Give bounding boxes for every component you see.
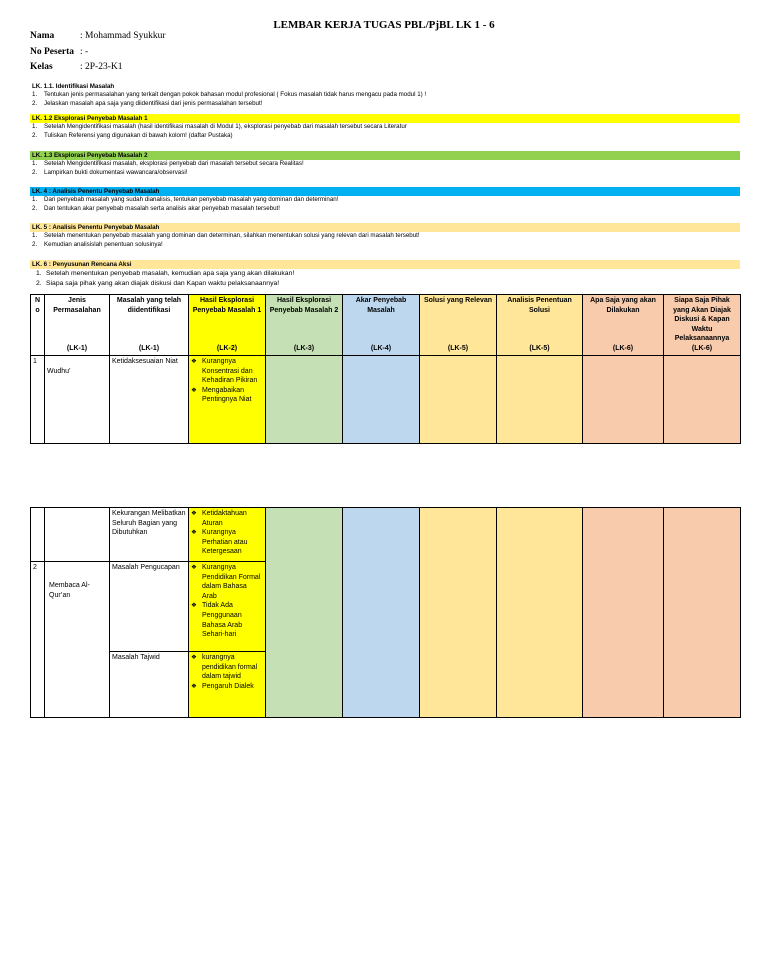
section-item: 2. Kemudian analisislah penentuan solusinya! bbox=[32, 240, 163, 248]
page-title: LEMBAR KERJA TUGAS PBL/PjBL LK 1 - 6 bbox=[273, 19, 495, 31]
cell-solusi[interactable] bbox=[420, 356, 497, 444]
section-title: LK. 5 : Analisis Penentu Penyebab Masalah bbox=[30, 223, 740, 232]
cell-eksplorasi-1 bbox=[189, 356, 266, 444]
cell-jenis bbox=[45, 508, 110, 562]
kelas-label: Kelas bbox=[30, 62, 53, 72]
section-item: 1. Setelah menentukan penyebab masalah yang dominan dan determinan, silahkan menentukan solusi yang relevan dari masalah tersebut! bbox=[32, 232, 420, 239]
section-title: LK. 6 : Penyusunan Rencana Aksi bbox=[30, 260, 740, 269]
table-header-row bbox=[31, 295, 741, 356]
section-lk11 bbox=[30, 82, 740, 108]
section-item: 2. Dan tentukan akar penyebab masalah serta analisis akar penyebab masalah tersebut! bbox=[32, 204, 280, 212]
section-lk6 bbox=[30, 260, 740, 289]
nama-value: : Mohammad Syukkur bbox=[80, 31, 166, 41]
list-item: ❖ Mengabaikan Pentingnya Niat bbox=[191, 386, 263, 405]
cell-masalah: Ketidaksesuaian Niat bbox=[110, 356, 189, 444]
list-item: ❖ Pengaruh Dialek bbox=[191, 682, 263, 692]
peserta-label: No Peserta bbox=[30, 47, 75, 57]
cell-jenis: Wudhu’ bbox=[45, 356, 110, 444]
cell-jenis: Membaca Al-Qur’an bbox=[45, 562, 110, 718]
section-item: 1. Setelah Mengidentifikasi masalah (hasil identifikasi masalah di Modul 1), eksplorasi penyebab dari masalah tersebut secara Literatur bbox=[32, 123, 407, 130]
cell-analisis[interactable] bbox=[497, 508, 583, 718]
section-item: 1. Dari penyebab masalah yang sudah dianalisis, tentukan penyebab masalah yang dominan dan determinan! bbox=[32, 196, 339, 203]
cell-eksplorasi-2[interactable] bbox=[266, 356, 343, 444]
rencana-aksi-table-continued bbox=[30, 507, 741, 718]
cell-masalah: Masalah Pengucapan bbox=[110, 562, 189, 652]
header-jenis: Jenis Permasalahan (LK-1) bbox=[45, 295, 110, 356]
cell-eksplorasi-1 bbox=[189, 562, 266, 652]
cell-solusi[interactable] bbox=[420, 508, 497, 718]
list-item: ❖ kurangnya pendidikan formal dalam tajwid bbox=[191, 653, 263, 682]
kelas-value: : 2P-23-K1 bbox=[80, 62, 123, 72]
section-item: 1. Setelah menentukan penyebab masalah, kemudian apa saja yang akan dilakukan! bbox=[36, 270, 295, 277]
rencana-aksi-table bbox=[30, 294, 741, 444]
cell-eksplorasi-2[interactable] bbox=[266, 508, 343, 718]
cell-diskusi[interactable] bbox=[664, 508, 741, 718]
section-title: LK. 1.2 Eksplorasi Penyebab Masalah 1 bbox=[30, 114, 740, 123]
section-item: 1. Setelah Mengidentifikasi masalah, eksplorasi penyebab dari masalah tersebut secara Realitas! bbox=[32, 160, 304, 167]
cell-masalah: Kekurangan Melibatkan Seluruh Bagian yang Dibutuhkan bbox=[110, 508, 189, 562]
cell-analisis[interactable] bbox=[497, 356, 583, 444]
section-lk13 bbox=[30, 151, 740, 177]
section-lk4 bbox=[30, 187, 740, 213]
peserta-row bbox=[30, 47, 88, 57]
header-eksplorasi-1: Hasil Eksplorasi Penyebab Masalah 1 (LK-2) bbox=[189, 295, 266, 356]
header-analisis: Analisis Penentuan Solusi (LK-5) bbox=[497, 295, 583, 356]
header-akar: Akar Penyebab Masalah (LK-4) bbox=[343, 295, 420, 356]
list-item: ❖ Kurangnya Perhatian atau Ketergesaan bbox=[191, 528, 263, 557]
section-item: 2. Siapa saja pihak yang akan diajak diskusi dan Kapan waktu pelaksanaannya! bbox=[36, 280, 280, 287]
list-item: ❖ Kurangnya Konsentrasi dan Kehadiran Pikiran bbox=[191, 357, 263, 386]
nama-row bbox=[30, 31, 166, 41]
nama-label: Nama bbox=[30, 31, 55, 41]
section-lk5 bbox=[30, 223, 740, 249]
header-dilakukan: Apa Saja yang akan Dilakukan (LK-6) bbox=[583, 295, 664, 356]
cell-akar[interactable] bbox=[343, 508, 420, 718]
header-no: N o bbox=[31, 295, 45, 356]
section-item: 2. Tuliskan Referensi yang digunakan di bawah kolom! (daftar Pustaka) bbox=[32, 131, 233, 139]
cell-masalah: Masalah Tajwid bbox=[110, 652, 189, 718]
header-solusi: Solusi yang Relevan (LK-5) bbox=[420, 295, 497, 356]
section-item: 1. Tentukan jenis permasalahan yang terkait dengan pokok bahasan modul profesional ( Fokus masalah tidak harus mengacu pada modul 1) ! bbox=[32, 91, 427, 98]
list-item: ❖ Ketidaktahuan Aturan bbox=[191, 509, 263, 528]
header-diskusi: Siapa Saja Pihak yang Akan Diajak Diskusi & Kapan Waktu Pelaksanaannya (LK-6) bbox=[664, 295, 741, 356]
cell-diskusi[interactable] bbox=[664, 356, 741, 444]
cell-eksplorasi-1 bbox=[189, 652, 266, 718]
section-title: LK. 1.3 Eksplorasi Penyebab Masalah 2 bbox=[30, 151, 740, 160]
cell-no: 2 bbox=[31, 562, 45, 718]
cell-dilakukan[interactable] bbox=[583, 508, 664, 718]
kelas-row bbox=[30, 62, 123, 72]
peserta-value: : - bbox=[80, 47, 89, 57]
table-row bbox=[31, 356, 741, 444]
list-item: ❖ Kurangnya Pendidikan Formal dalam Bahasa Arab bbox=[191, 563, 263, 601]
cell-no: 1 bbox=[31, 356, 45, 444]
table-row bbox=[31, 508, 741, 562]
section-title: LK. 1.1. Identifikasi Masalah bbox=[32, 83, 115, 90]
header-eksplorasi-2: Hasil Eksplorasi Penyebab Masalah 2 (LK-3) bbox=[266, 295, 343, 356]
cell-eksplorasi-1 bbox=[189, 508, 266, 562]
list-item: ❖ Tidak Ada Penggunaan Bahasa Arab Sehari-hari bbox=[191, 601, 263, 639]
cell-akar[interactable] bbox=[343, 356, 420, 444]
cell-no bbox=[31, 508, 45, 562]
section-lk12 bbox=[30, 114, 740, 140]
section-item: 2. Lampirkan bukti dokumentasi wawancara/observasi! bbox=[32, 168, 188, 176]
section-item: 2. Jelaskan masalah apa saja yang diidentifikasi dari jenis permasalahan tersebut! bbox=[32, 99, 263, 107]
section-title: LK. 4 : Analisis Penentu Penyebab Masalah bbox=[30, 187, 740, 196]
header-masalah: Masalah yang telah diidentifikasi (LK-1) bbox=[110, 295, 189, 356]
cell-dilakukan[interactable] bbox=[583, 356, 664, 444]
